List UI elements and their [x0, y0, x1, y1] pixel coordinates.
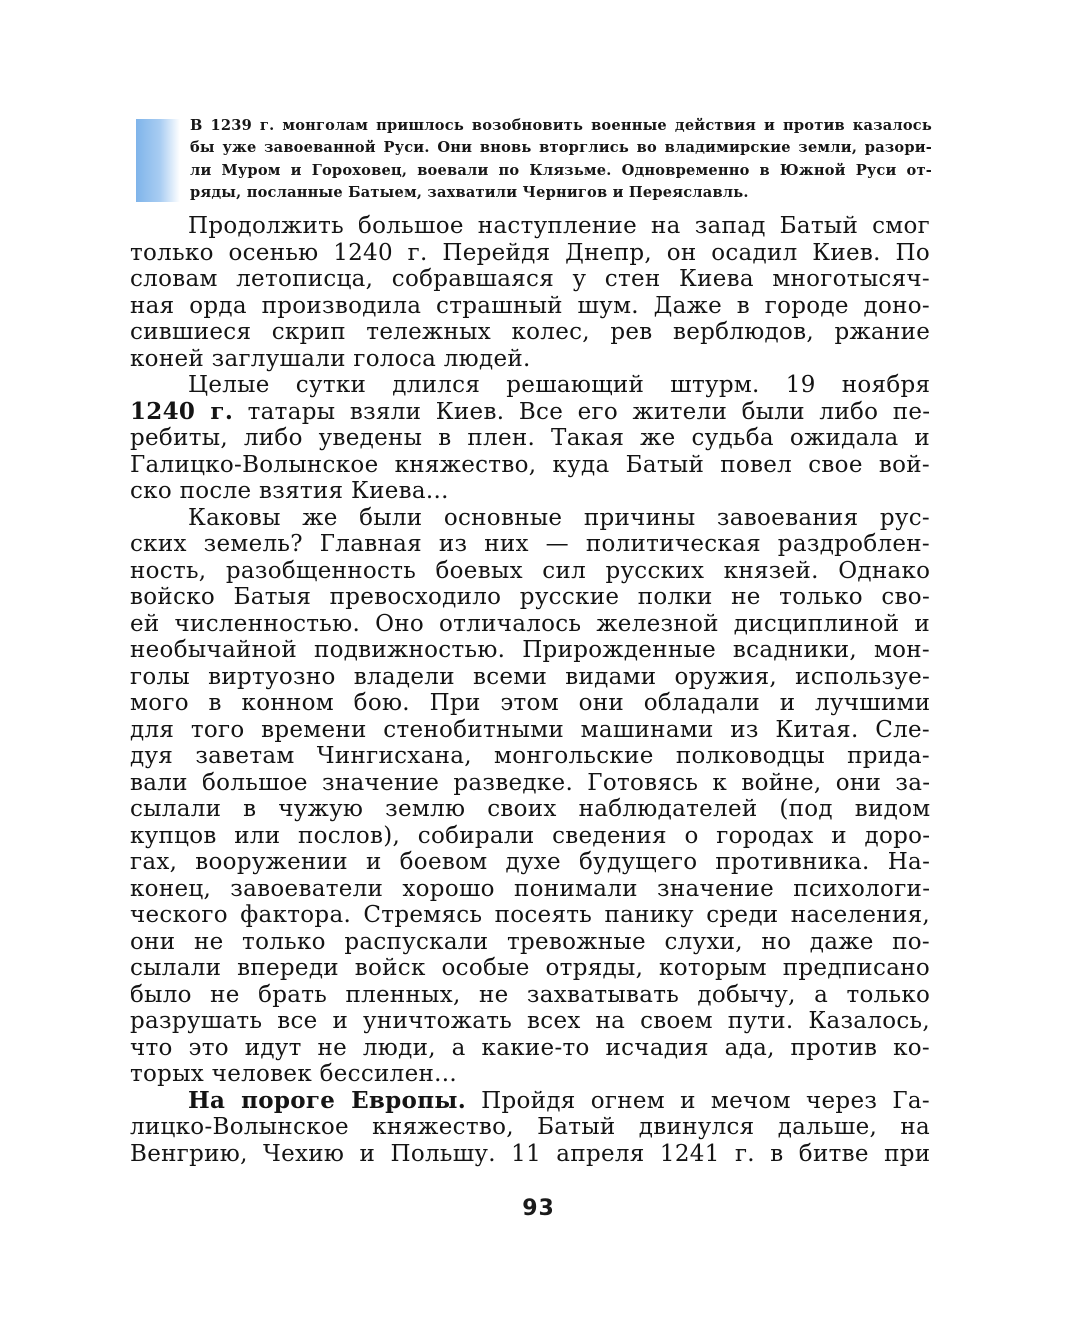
text-line: войско Батыя превосходило русские полки не только сво-	[130, 584, 931, 610]
text-line: ско после взятия Киева...	[130, 478, 449, 504]
main-text	[130, 213, 930, 1167]
side-note	[190, 115, 932, 204]
text-line: вали большое значение разведке. Готовясь к войне, они за-	[130, 769, 931, 796]
text-line: гах, вооружении и боевом духе будущего противника. На-	[130, 849, 931, 875]
text-line: Целые сутки длился решающий штурм. 19 ноября	[188, 372, 931, 398]
text-fragment: татары взяли Киев. Все его жители были либо пе-	[233, 398, 931, 425]
text-line: что это идут не люди, а какие-то исчадия ада, против ко-	[130, 1034, 930, 1061]
text-line: сылали в чужую землю своих наблюдателей (под видом	[130, 796, 931, 822]
text-line: Каковы же были основные причины завоевания рус-	[188, 504, 930, 531]
text-line: они не только распускали тревожные слухи, но даже по-	[130, 928, 930, 955]
text-line: Венгрию, Чехию и Польшу. 11 апреля 1241 г. в битве при	[130, 1140, 931, 1167]
section-heading: На пороге Европы.	[188, 1086, 466, 1114]
text-line: Продолжить большое наступление на запад Батый смог	[188, 213, 930, 239]
note-line: ряды, посланные Батыем, захватили Чернигов и Переяславль.	[190, 183, 749, 201]
note-marker-bar	[136, 119, 180, 202]
note-line: ли Муром и Гороховец, воевали по Клязьме. Одновременно в Южной Руси от-	[190, 161, 932, 179]
text-line: ских земель? Главная из них — политическая раздроблен-	[130, 531, 930, 557]
text-line: только осенью 1240 г. Перейдя Днепр, он осадил Киев. По	[130, 239, 930, 266]
text-line: словам летописца, собравшаяся у стен Киева многотысяч-	[130, 266, 930, 292]
text-line: купцов или послов), собирали сведения о городах и доро-	[130, 822, 931, 849]
text-line: для того времени стенобитными машинами из Китая. Сле-	[130, 716, 930, 743]
text-line: Галицко-Волынское княжество, куда Батый повел свое вой-	[130, 451, 930, 478]
text-line	[130, 1088, 930, 1115]
text-line: необычайной подвижностью. Прирожденные всадники, мон-	[130, 637, 930, 663]
text-line: разрушать все и уничтожать всех на своем пути. Казалось,	[130, 1008, 930, 1034]
text-line: конец, завоеватели хорошо понимали значение психологи-	[130, 875, 931, 902]
text-line: лицко-Волынское княжество, Батый двинулся дальше, на	[130, 1114, 930, 1140]
text-line: ческого фактора. Стремясь посеять панику среди населения,	[130, 902, 930, 928]
text-line: было не брать пленных, не захватывать добычу, а только	[130, 981, 931, 1008]
text-line: ная орда производила страшный шум. Даже в городе доно-	[130, 292, 930, 319]
text-fragment: Пройдя огнем и мечом через Га-	[466, 1087, 930, 1114]
text-line: сылали впереди войск особые отряды, которым предписано	[130, 955, 930, 981]
text-line: ребиты, либо уведены в плен. Такая же судьба ожидала и	[130, 425, 931, 451]
text-line: ность, разобщенность боевых сил русских князей. Однако	[130, 557, 931, 584]
text-line: мого в конном бою. При этом они обладали и лучшими	[130, 690, 931, 716]
date-emphasis: 1240 г.	[130, 397, 234, 425]
page-number: 93	[522, 1196, 555, 1221]
text-line: коней заглушали голоса людей.	[130, 345, 531, 372]
text-line: дуя заветам Чингисхана, монгольские полководцы прида-	[130, 743, 930, 769]
text-line: торых человек бессилен...	[130, 1061, 457, 1087]
note-line: бы уже завоеванной Руси. Они вновь вторглись во владимирские земли, разори-	[190, 139, 932, 157]
note-line: В 1239 г. монголам пришлось возобновить военные действия и против казалось	[190, 117, 932, 134]
text-line: голы виртуозно владели всеми видами оружия, используе-	[130, 663, 931, 690]
text-line	[130, 399, 930, 426]
text-line: ей численностью. Оно отличалось железной дисциплиной и	[130, 610, 930, 637]
text-line: сившиеся скрип тележных колес, рев верблюдов, ржание	[130, 319, 931, 345]
